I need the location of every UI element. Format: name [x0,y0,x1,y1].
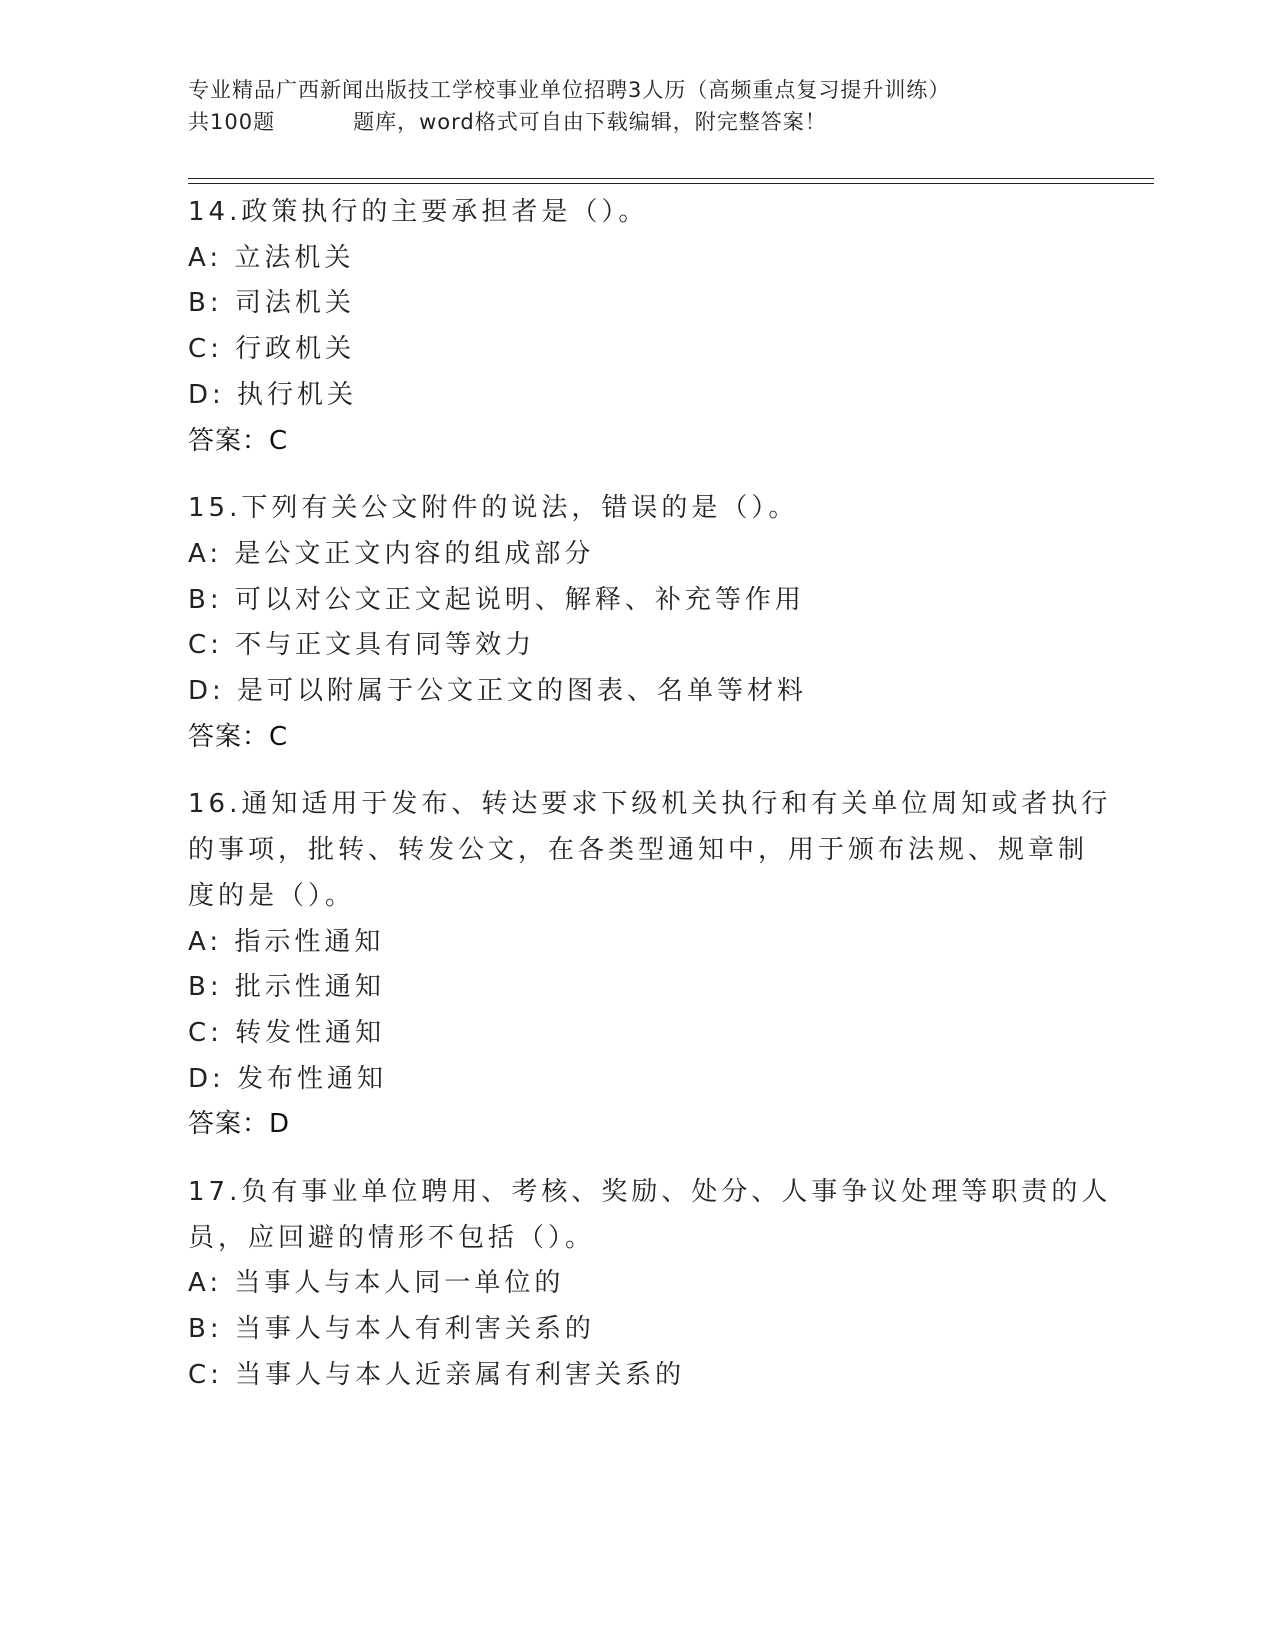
option-a: A: 立法机关 [188,242,355,273]
answer-label: 答案：C [188,425,289,456]
option-c: C: 转发性通知 [188,1017,386,1048]
question-list [188,190,1112,1421]
question-stem-line-2: 的事项，批转、转发公文，在各类型通知中，用于颁布法规、规章制 [188,835,1089,866]
header-subtitle [188,106,1088,138]
question-stem: 15.下列有关公文附件的说法，错误的是（）。 [188,493,799,524]
header-note: 题库，word格式可自由下载编辑，附完整答案！ [353,110,827,134]
question-16 [188,782,1112,1148]
header-divider-top [188,178,1154,179]
question-stem-line-2: 员，应回避的情形不包括（）。 [188,1222,596,1253]
question-stem-line-1: 16.通知适用于发布、转达要求下级机关执行和有关单位周知或者执行 [188,789,1112,820]
option-d: D: 发布性通知 [188,1063,388,1094]
option-b: B: 司法机关 [188,288,355,319]
option-a: A: 当事人与本人同一单位的 [188,1268,565,1299]
option-c: C: 行政机关 [188,334,356,365]
option-b: B: 批示性通知 [188,972,385,1003]
option-b: B: 可以对公文正文起说明、解释、补充等作用 [188,584,805,615]
question-15 [188,486,1088,760]
option-b: B: 当事人与本人有利害关系的 [188,1314,595,1345]
option-c: C: 不与正文具有同等效力 [188,630,536,661]
answer-label: 答案：C [188,721,289,752]
question-stem-line-3: 度的是（）。 [188,880,356,911]
option-c: C: 当事人与本人近亲属有利害关系的 [188,1359,686,1390]
option-a: A: 是公文正文内容的组成部分 [188,538,595,569]
document-header [188,74,1088,138]
answer-label: 答案：D [188,1109,291,1140]
question-17 [188,1170,1112,1399]
option-d: D: 执行机关 [188,379,358,410]
header-divider-bottom [188,183,1154,184]
question-stem-line-1: 17.负有事业单位聘用、考核、奖励、处分、人事争议处理等职责的人 [188,1177,1112,1208]
option-d: D: 是可以附属于公文正文的图表、名单等材料 [188,676,808,707]
question-14 [188,190,1088,464]
header-title: 专业精品广西新闻出版技工学校事业单位招聘3人历（高频重点复习提升训练） [188,78,951,102]
question-stem: 14.政策执行的主要承担者是（）。 [188,197,649,227]
header-question-count: 共100题 [188,110,276,134]
option-a: A: 指示性通知 [188,926,385,957]
